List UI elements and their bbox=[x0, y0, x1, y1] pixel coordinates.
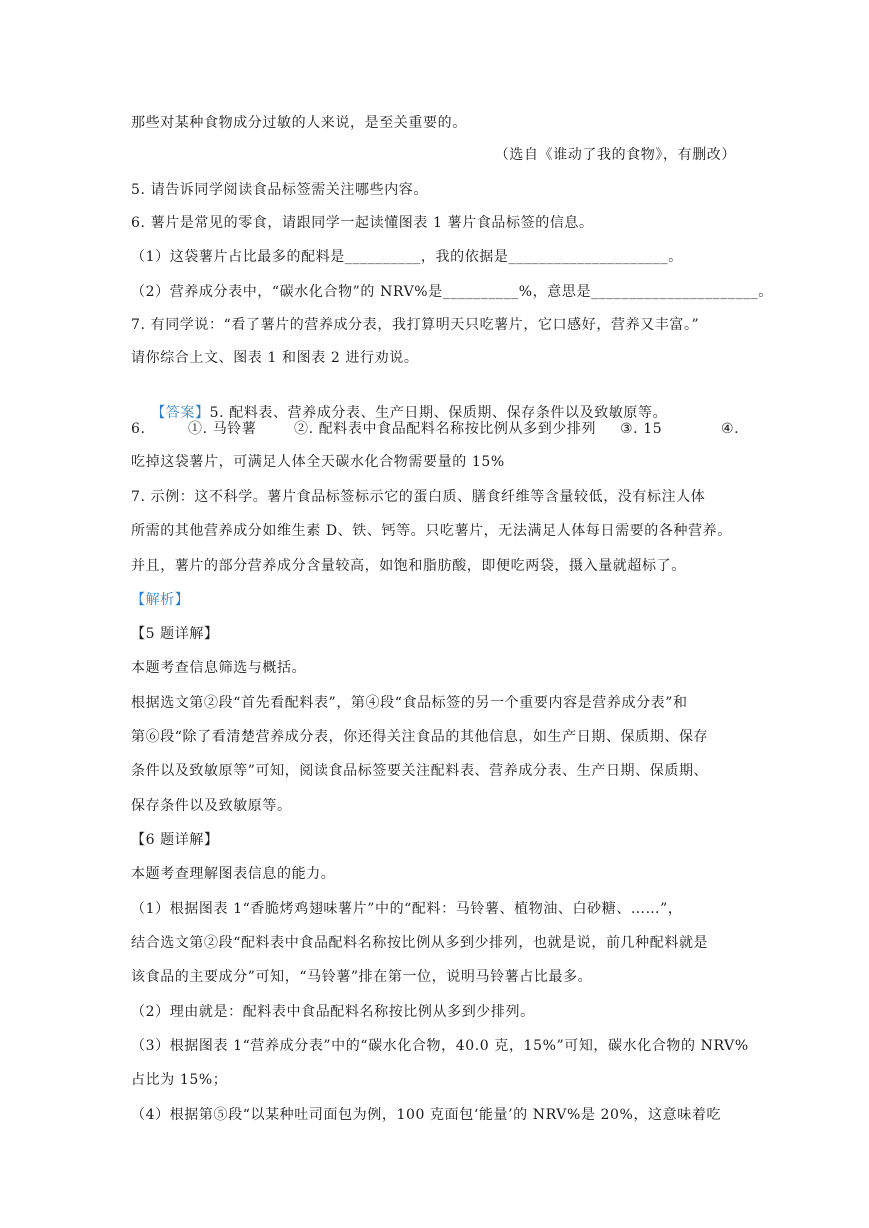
analysis-tag: 【解析】 bbox=[131, 592, 190, 608]
detail-5-title: 【5 题详解】 bbox=[131, 626, 219, 642]
detail-6-title: 【6 题详解】 bbox=[131, 832, 219, 848]
detail-5-line-3: 第⑥段“除了看清楚营养成分表，你还得关注食品的其他信息，如生产日期、保质期、保存 bbox=[131, 729, 709, 745]
detail-6-line-8: （4）根据第⑤段“以某种吐司面包为例，100 克面包‘能量’的 NRV%是 20%，这意味着吃 bbox=[131, 1107, 722, 1123]
detail-5-line-2: 根据选文第②段“首先看配料表”，第④段“食品标签的另一个重要内容是营养成分表”和 bbox=[131, 695, 688, 711]
source-citation: （选自《谁动了我的食物》，有删改） bbox=[494, 147, 736, 163]
question-7-line-1: 7. 有同学说：“看了薯片的营养成分表，我打算明天只吃薯片，它口感好，营养又丰富。” bbox=[131, 317, 700, 333]
detail-6-line-3: 结合选文第②段“配料表中食品配料名称按比例从多到少排列，也就是说，前几种配料就是 bbox=[131, 935, 709, 951]
question-7-line-2: 请你综合上文、图表 1 和图表 2 进行劝说。 bbox=[131, 350, 419, 366]
detail-5-line-4: 条件以及致敏原等”可知，阅读食品标签要关注配料表、营养成分表、生产日期、保质期、 bbox=[131, 763, 709, 779]
detail-6-line-5: （2）理由就是：配料表中食品配料名称按比例从多到少排列。 bbox=[131, 1004, 535, 1020]
answer-6-part-3: ③. 15 bbox=[620, 421, 663, 437]
detail-6-line-7: 占比为 15%； bbox=[131, 1072, 228, 1088]
question-5: 5. 请告诉同学阅读食品标签需关注哪些内容。 bbox=[131, 182, 429, 198]
text-line: 那些对某种食物成分过敏的人来说，是至关重要的。 bbox=[131, 115, 467, 131]
answer-tag: 【答案】 bbox=[151, 405, 210, 421]
answer-6-part-4: ④. bbox=[721, 421, 740, 437]
detail-6-line-4: 该食品的主要成分”可知，“马铃薯”排在第一位，说明马铃薯占比最多。 bbox=[131, 969, 593, 985]
answer-6-part-2: ②. 配料表中食品配料名称按比例从多到少排列 bbox=[294, 421, 597, 437]
detail-6-line-6: （3）根据图表 1“营养成分表”中的“碳水化合物，40.0 克，15%”可知，碳水化合物的 NRV% bbox=[131, 1038, 749, 1054]
answer-6-number: 6. bbox=[131, 421, 146, 437]
question-6-2: （2）营养成分表中，“碳水化合物”的 NRV%是__________%，意思是______________________。 bbox=[131, 284, 773, 300]
answer-7-line-1: 7. 示例：这不科学。薯片食品标签标示它的蛋白质、膳食纤维等含量较低，没有标注人体 bbox=[131, 489, 706, 505]
answer-6-tail: 吃掉这袋薯片，可满足人体全天碳水化合物需要量的 15% bbox=[131, 454, 505, 470]
detail-6-line-2: （1）根据图表 1“香脆烤鸡翅味薯片”中的“配料：马铃薯、植物油、白砂糖、……”， bbox=[131, 901, 683, 917]
answer-6-part-1: ①. 马铃薯 bbox=[188, 421, 257, 437]
answer-7-line-2: 所需的其他营养成分如维生素 D、铁、钙等。只吃薯片，无法满足人体每日需要的各种营养。 bbox=[131, 523, 732, 539]
detail-5-line-5: 保存条件以及致敏原等。 bbox=[131, 798, 292, 814]
detail-5-line-1: 本题考查信息筛选与概括。 bbox=[131, 660, 307, 676]
question-6: 6. 薯片是常见的零食，请跟同学一起读懂图表 1 薯片食品标签的信息。 bbox=[131, 215, 594, 231]
answer-6-row bbox=[131, 419, 741, 439]
question-6-1: （1）这袋薯片占比最多的配料是__________，我的依据是_____________________。 bbox=[131, 249, 683, 265]
answer-5: 5. 配料表、营养成分表、生产日期、保质期、保存条件以及致敏原等。 bbox=[209, 405, 668, 421]
answer-7-line-3: 并且，薯片的部分营养成分含量较高，如饱和脂肪酸，即便吃两袋，摄入量就超标了。 bbox=[131, 558, 686, 574]
detail-6-line-1: 本题考查理解图表信息的能力。 bbox=[131, 866, 336, 882]
